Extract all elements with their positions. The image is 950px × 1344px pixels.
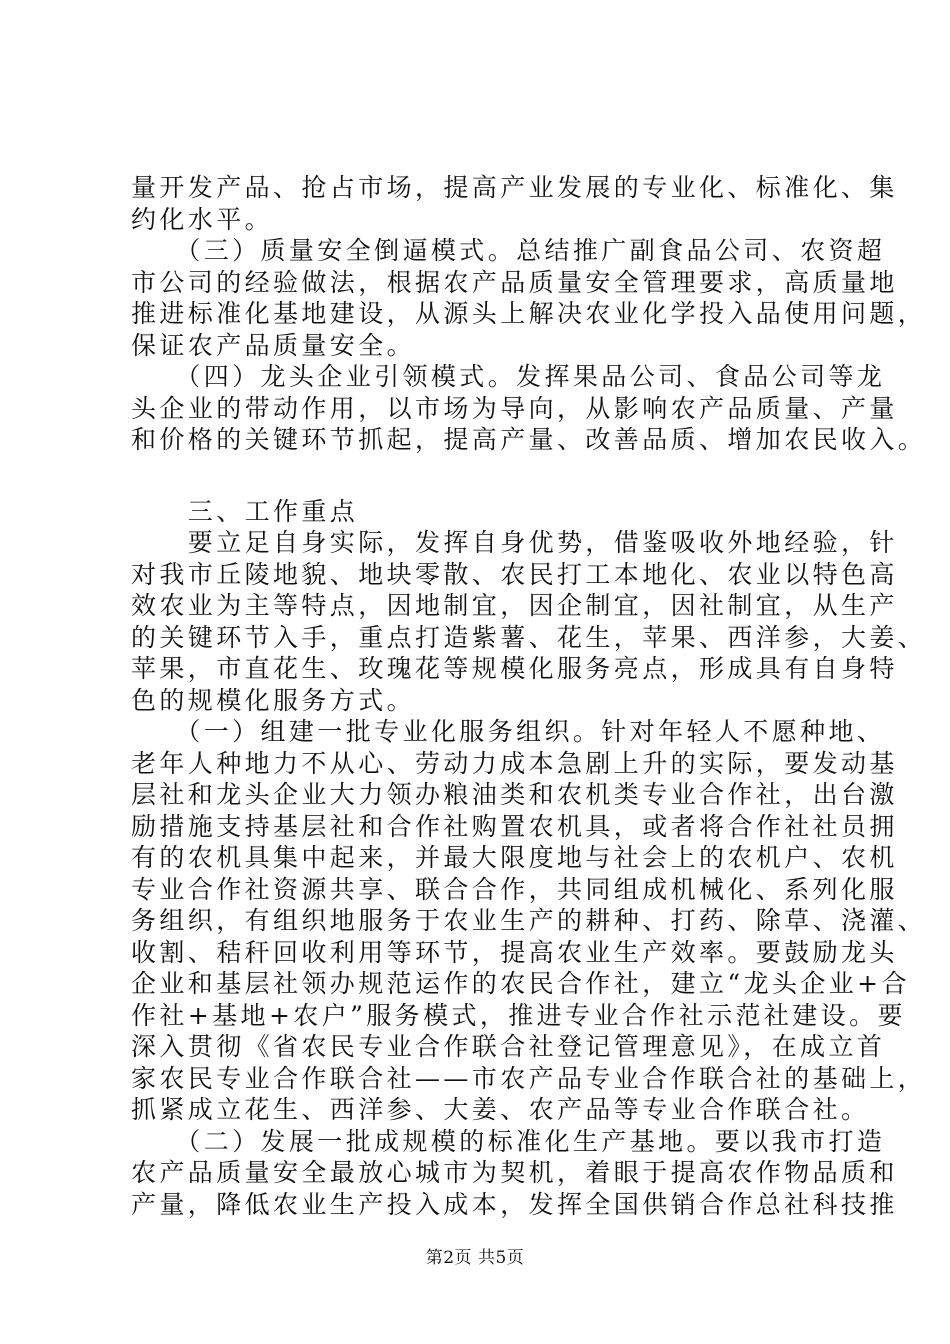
text-line: 作社+基地+农户”服务模式，推进专业合作社示范社建设。要 [131, 1000, 906, 1030]
section-gap [131, 456, 839, 496]
text-line: （三）质量安全倒逼模式。总结推广副食品公司、农资超 [131, 236, 886, 265]
text-line: 企业和基层社领办规范运作的农民合作社，建立“龙头企业+合 [131, 969, 910, 998]
text-line: 约化水平。 [131, 204, 274, 234]
text-line: 对我市丘陵地貌、地块零散、农民打工本地化、农业以特色高 [131, 559, 898, 589]
text-line: 层社和龙头企业大力领办粮油类和农机类专业合作社，出台激 [131, 780, 898, 809]
document-body [131, 172, 927, 1220]
text-line: 产量，降低农业生产投入成本，发挥全国供销合作总社科技推 [131, 1189, 898, 1219]
page-number-footer: 第2页 共5页 [425, 1248, 525, 1268]
section-heading: 三、工作重点 [131, 496, 359, 526]
text-line: 效农业为主等特点，因地制宜，因企制宜，因社制宜，从生产 [131, 591, 898, 620]
text-line: 苹果，市直花生、玫瑰花等规模化服务亮点，形成具有自身特 [131, 654, 898, 683]
text-section-1 [131, 172, 927, 456]
text-line: 深入贯彻《省农民专业合作联合社登记管理意见》，在成立首 [131, 1032, 886, 1061]
text-line: 老年人种地力不从心、劳动力成本急剧上升的实际，要发动基 [131, 748, 898, 778]
text-line: 励措施支持基层社和合作社购置农机具，或者将合作社社员拥 [131, 811, 898, 841]
text-line: 抓紧成立花生、西洋参、大姜、农产品等专业合作联合社。 [131, 1095, 870, 1124]
text-line: （二）发展一批成规模的标准化生产基地。要以我市打造 [131, 1126, 886, 1156]
text-line: 保证农产品质量安全。 [131, 330, 416, 360]
text-line: 和价格的关键环节抓起，提高产量、改善品质、增加农民收入。 [131, 425, 927, 454]
text-line: 家农民专业合作联合社——市农产品专业合作联合社的基础上， [131, 1063, 927, 1093]
text-line: 的关键环节入手，重点打造紫薯、花生，苹果、西洋参，大姜、 [131, 622, 927, 652]
text-line: 专业合作社资源共享、联合合作，共同组成机械化、系列化服 [131, 874, 898, 904]
text-section-2 [131, 496, 927, 1221]
text-line: 色的规模化服务方式。 [131, 685, 416, 715]
text-line: 推进标准化基地建设，从源头上解决农业化学投入品使用问题， [131, 299, 927, 328]
text-line: 要立足自身实际，发挥自身优势，借鉴吸收外地经验，针 [131, 528, 898, 557]
text-line: 收割、秸秆回收利用等环节，提高农业生产效率。要鼓励龙头 [131, 937, 898, 967]
text-line: 市公司的经验做法，根据农产品质量安全管理要求，高质量地 [131, 267, 898, 297]
text-line: （四）龙头企业引领模式。发挥果品公司、食品公司等龙 [131, 362, 886, 391]
text-line: 头企业的带动作用，以市场为导向，从影响农产品质量、产量 [131, 393, 898, 423]
text-line: 务组织，有组织地服务于农业生产的耕种、打药、除草、浇灌、 [131, 906, 927, 935]
text-line: 有的农机具集中起来，并最大限度地与社会上的农机户、农机 [131, 843, 898, 872]
text-line: 量开发产品、抢占市场，提高产业发展的专业化、标准化、集 [131, 173, 898, 202]
text-line: 农产品质量安全最放心城市为契机，着眼于提高农作物品质和 [131, 1158, 898, 1187]
text-line: （一）组建一批专业化服务组织。针对年轻人不愿种地、 [131, 717, 886, 746]
